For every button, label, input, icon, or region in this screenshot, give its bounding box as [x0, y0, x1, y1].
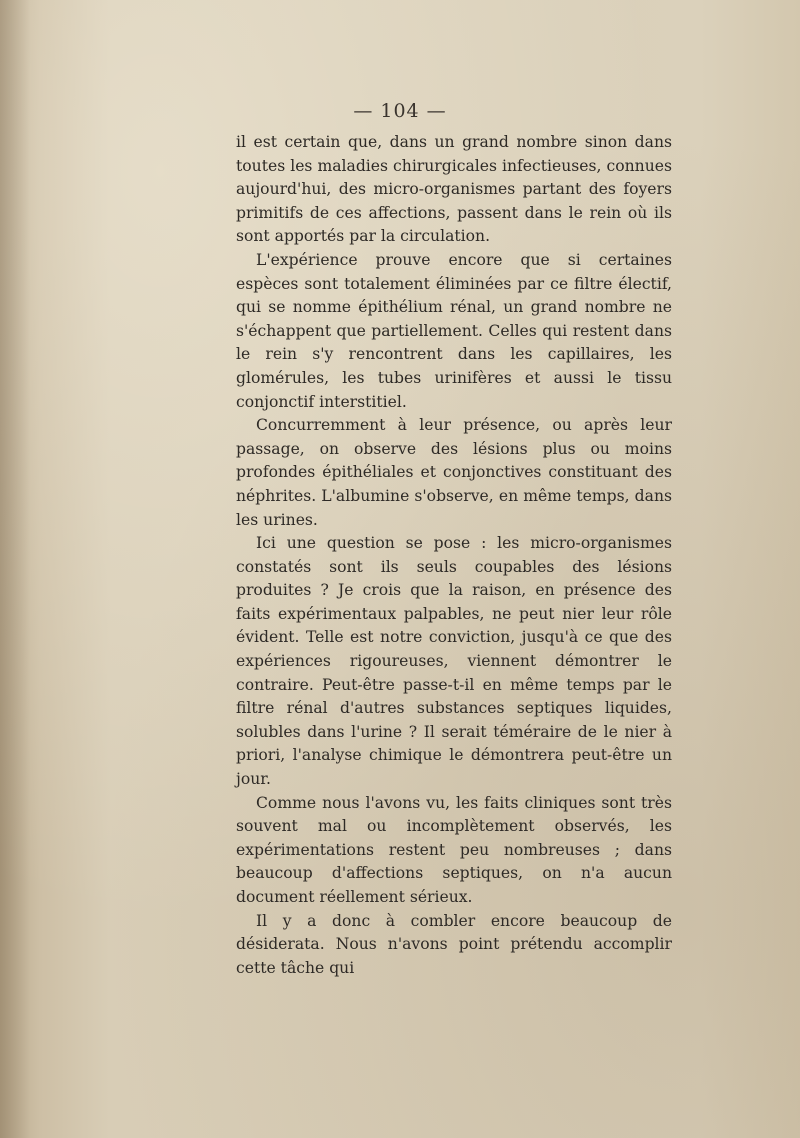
body-text	[236, 131, 672, 980]
paragraph-3: Concurremment à leur présence, ou après leur passage, on observe des lésions plus ou moins profondes épithéliales et conjonctives constituant des néphrites. L'albumine s'observe, en même temps, dans les urines.	[236, 416, 672, 529]
page-number: — 104 —	[353, 100, 447, 122]
page-edge-shadow	[0, 0, 30, 1138]
paragraph-2: L'expérience prouve encore que si certaines espèces sont totalement éliminées par ce filtre électif, qui se nomme épithélium rénal, un grand nombre ne s'échappent que partiellement. Celles qui restent dans le rein s'y rencontrent dans les capillaires, les glomérules, les tubes urinifères et aussi le tissu conjonctif interstitiel.	[236, 250, 672, 411]
paragraph-4: Ici une question se pose : les micro-organismes constatés sont ils seuls coupables des lésions produites ? Je crois que la raison, en présence des faits expérimentaux palpables, ne peut nier leur rôle évident. Telle est notre conviction, jusqu'à ce que des expériences rigoureuses, viennent démontrer le contraire. Peut-être passe-t-il en même temps par le filtre rénal d'autres substances septiques liquides, solubles dans l'urine ? Il serait téméraire de le nier à priori, l'analyse chimique le démontrera peut-être un jour.	[236, 534, 672, 789]
paragraph-1: il est certain que, dans un grand nombre sinon dans toutes les maladies chirurgicales infectieuses, connues aujourd'hui, des micro-organismes partant des foyers primitifs de ces affections, passent dans le rein où ils sont apportés par la circulation.	[236, 133, 672, 246]
paragraph-5: Comme nous l'avons vu, les faits cliniques sont très souvent mal ou incomplètement observés, les expérimentations restent peu nombreuses ; dans beaucoup d'affections septiques, on n'a aucun document réellement sérieux.	[236, 793, 672, 906]
paragraph-6: Il y a donc à combler encore beaucoup de désiderata. Nous n'avons point prétendu accomplir cette tâche qui	[236, 911, 672, 977]
